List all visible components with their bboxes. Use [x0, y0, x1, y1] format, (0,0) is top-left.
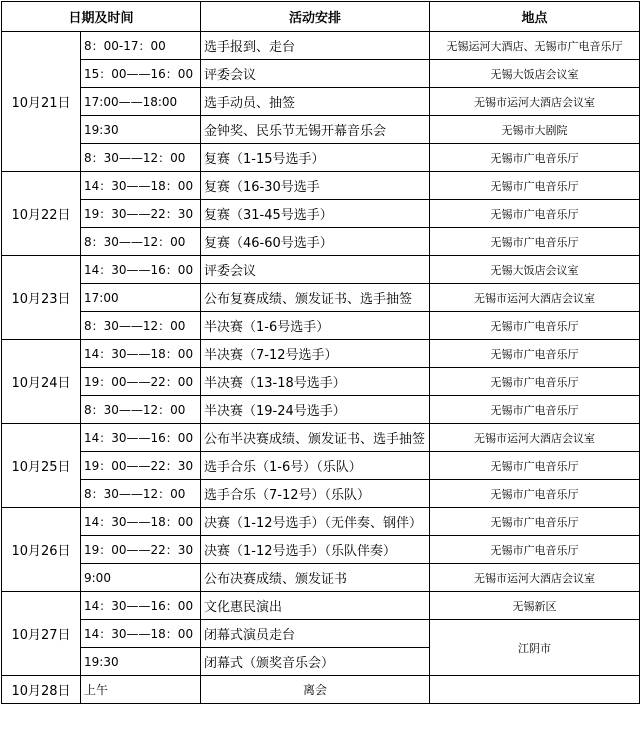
activity-cell: 评委会议 — [201, 256, 430, 284]
time-cell: 14：30——16：00 — [81, 424, 201, 452]
activity-cell: 闭幕式（颁奖音乐会） — [201, 648, 430, 676]
time-cell: 17:00 — [81, 284, 201, 312]
activity-cell: 复赛（46-60号选手） — [201, 228, 430, 256]
place-cell: 无锡市广电音乐厅 — [430, 508, 640, 536]
table-row — [2, 60, 640, 88]
time-cell: 8：00-17：00 — [81, 32, 201, 60]
table-row — [2, 396, 640, 424]
activity-cell: 复赛（31-45号选手） — [201, 200, 430, 228]
time-cell: 8：30——12：00 — [81, 396, 201, 424]
time-cell: 19:30 — [81, 116, 201, 144]
place-cell: 无锡市大剧院 — [430, 116, 640, 144]
activity-cell: 半决赛（1-6号选手） — [201, 312, 430, 340]
place-cell: 无锡市广电音乐厅 — [430, 200, 640, 228]
place-cell: 无锡运河大酒店、无锡市广电音乐厅 — [430, 32, 640, 60]
date-cell: 10月23日 — [2, 256, 81, 340]
table-row — [2, 480, 640, 508]
header-date-time: 日期及时间 — [2, 2, 201, 32]
time-cell: 15：00——16：00 — [81, 60, 201, 88]
place-cell: 无锡市运河大酒店会议室 — [430, 424, 640, 452]
time-cell: 14：30——18：00 — [81, 508, 201, 536]
table-row — [2, 536, 640, 564]
time-cell: 8：30——12：00 — [81, 228, 201, 256]
schedule-table — [1, 1, 640, 704]
place-cell: 无锡市运河大酒店会议室 — [430, 284, 640, 312]
table-row — [2, 256, 640, 284]
schedule-body — [2, 32, 640, 704]
table-row — [2, 312, 640, 340]
time-cell: 19：30——22：30 — [81, 200, 201, 228]
activity-cell: 决赛（1-12号选手）（乐队伴奏） — [201, 536, 430, 564]
table-row — [2, 32, 640, 60]
time-cell: 14：30——18：00 — [81, 340, 201, 368]
place-cell: 无锡市广电音乐厅 — [430, 536, 640, 564]
place-cell: 无锡市广电音乐厅 — [430, 144, 640, 172]
place-cell: 无锡新区 — [430, 592, 640, 620]
header-place: 地点 — [430, 2, 640, 32]
place-cell: 无锡市广电音乐厅 — [430, 480, 640, 508]
place-cell: 无锡大饭店会议室 — [430, 256, 640, 284]
table-row — [2, 452, 640, 480]
date-cell: 10月24日 — [2, 340, 81, 424]
activity-cell: 公布复赛成绩、颁发证书、选手抽签 — [201, 284, 430, 312]
header-row — [2, 2, 640, 32]
table-row — [2, 200, 640, 228]
activity-cell: 选手合乐（7-12号）（乐队） — [201, 480, 430, 508]
table-row — [2, 144, 640, 172]
date-cell: 10月21日 — [2, 32, 81, 172]
activity-cell: 闭幕式演员走台 — [201, 620, 430, 648]
activity-cell: 选手报到、走台 — [201, 32, 430, 60]
activity-cell: 公布半决赛成绩、颁发证书、选手抽签 — [201, 424, 430, 452]
place-cell: 无锡市运河大酒店会议室 — [430, 88, 640, 116]
activity-cell: 决赛（1-12号选手）（无伴奏、钢伴） — [201, 508, 430, 536]
table-row — [2, 508, 640, 536]
place-cell: 无锡市广电音乐厅 — [430, 340, 640, 368]
date-cell: 10月26日 — [2, 508, 81, 592]
place-cell: 无锡市广电音乐厅 — [430, 228, 640, 256]
table-row — [2, 424, 640, 452]
activity-cell: 选手动员、抽签 — [201, 88, 430, 116]
place-cell: 无锡市广电音乐厅 — [430, 172, 640, 200]
date-cell: 10月28日 — [2, 676, 81, 704]
time-cell: 17:00——18:00 — [81, 88, 201, 116]
time-cell: 19：00——22：30 — [81, 536, 201, 564]
place-cell: 无锡大饭店会议室 — [430, 60, 640, 88]
table-row — [2, 676, 640, 704]
place-cell: 无锡市运河大酒店会议室 — [430, 564, 640, 592]
place-cell: 无锡市广电音乐厅 — [430, 396, 640, 424]
time-cell: 19:30 — [81, 648, 201, 676]
activity-cell: 离会 — [201, 676, 430, 704]
table-row — [2, 172, 640, 200]
activity-cell: 半决赛（19-24号选手） — [201, 396, 430, 424]
time-cell: 8：30——12：00 — [81, 480, 201, 508]
activity-cell: 复赛（16-30号选手 — [201, 172, 430, 200]
time-cell: 8：30——12：00 — [81, 312, 201, 340]
time-cell: 上午 — [81, 676, 201, 704]
date-cell: 10月27日 — [2, 592, 81, 676]
date-cell: 10月25日 — [2, 424, 81, 508]
table-row — [2, 592, 640, 620]
place-cell: 江阴市 — [430, 620, 640, 676]
place-cell: 无锡市广电音乐厅 — [430, 312, 640, 340]
table-row — [2, 368, 640, 396]
activity-cell: 文化惠民演出 — [201, 592, 430, 620]
activity-cell: 选手合乐（1-6号）（乐队） — [201, 452, 430, 480]
table-row — [2, 116, 640, 144]
table-row — [2, 88, 640, 116]
time-cell: 14：30——18：00 — [81, 620, 201, 648]
header-activity: 活动安排 — [201, 2, 430, 32]
table-row — [2, 564, 640, 592]
activity-cell: 评委会议 — [201, 60, 430, 88]
time-cell: 19：00——22：30 — [81, 452, 201, 480]
time-cell: 14：30——18：00 — [81, 172, 201, 200]
activity-cell: 复赛（1-15号选手） — [201, 144, 430, 172]
place-cell — [430, 676, 640, 704]
table-row — [2, 620, 640, 648]
table-row — [2, 340, 640, 368]
time-cell: 14：30——16：00 — [81, 592, 201, 620]
activity-cell: 半决赛（13-18号选手） — [201, 368, 430, 396]
time-cell: 19：00——22：00 — [81, 368, 201, 396]
place-cell: 无锡市广电音乐厅 — [430, 452, 640, 480]
time-cell: 14：30——16：00 — [81, 256, 201, 284]
place-cell: 无锡市广电音乐厅 — [430, 368, 640, 396]
time-cell: 8：30——12：00 — [81, 144, 201, 172]
time-cell: 9:00 — [81, 564, 201, 592]
table-row — [2, 228, 640, 256]
table-row — [2, 284, 640, 312]
activity-cell: 金钟奖、民乐节无锡开幕音乐会 — [201, 116, 430, 144]
activity-cell: 公布决赛成绩、颁发证书 — [201, 564, 430, 592]
date-cell: 10月22日 — [2, 172, 81, 256]
activity-cell: 半决赛（7-12号选手） — [201, 340, 430, 368]
